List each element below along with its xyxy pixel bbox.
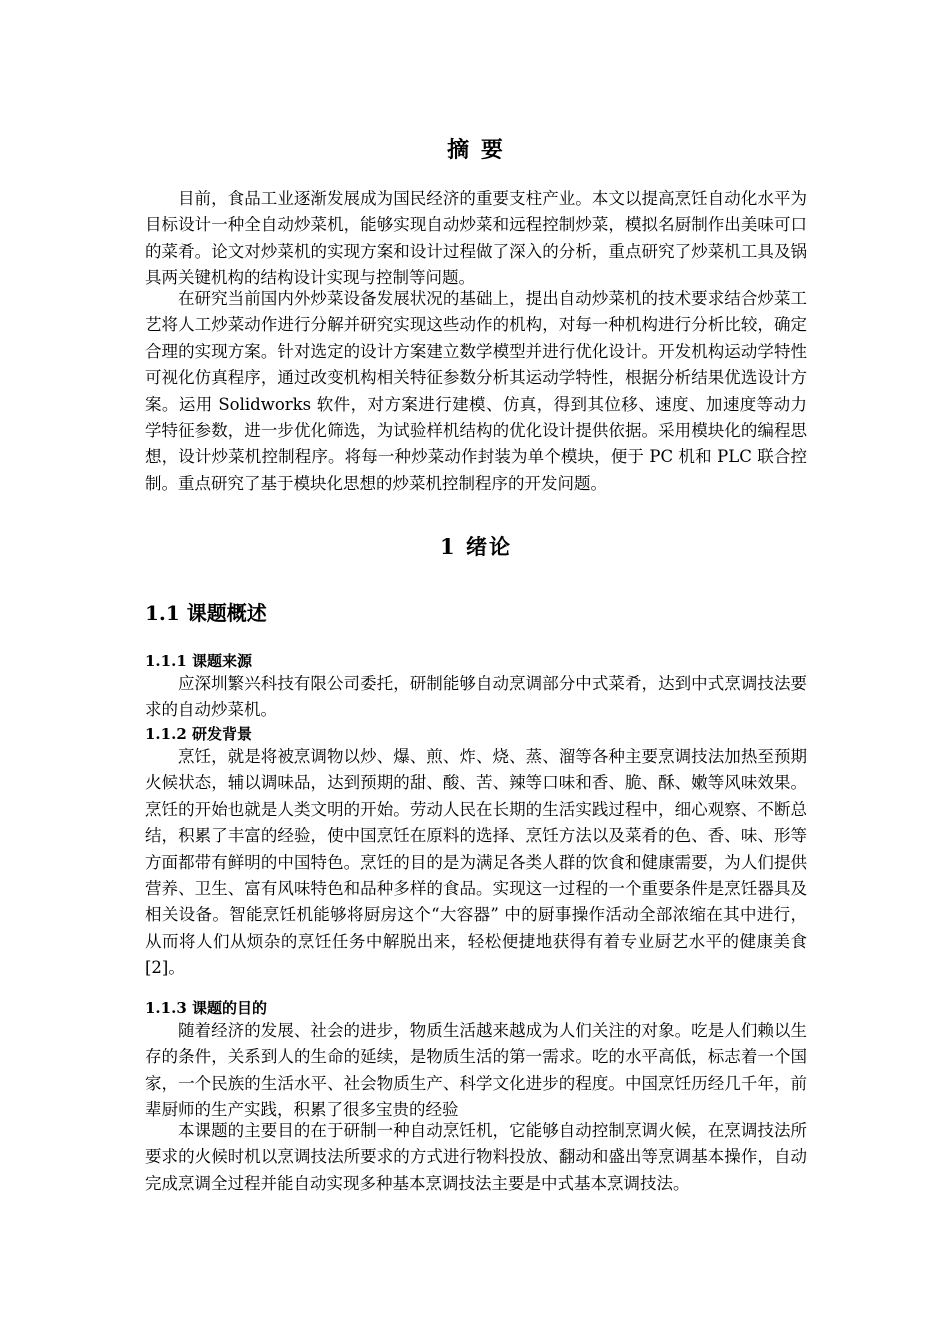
subsection-1-1-3-paragraph-2: 本课题的主要目的在于研制一种自动烹饪机，它能够自动控制烹调火候，在烹调技法所要求的火候时机以烹调技法所要求的方式进行物料投放、翻动和盛出等烹调基本操作，自动完成烹调全过程并能自动实现多种基本烹调技法主要是中式基本烹调技法。 <box>145 1121 807 1193</box>
subsection-title-1-1-1: 1.1.1 课题来源 <box>145 652 252 670</box>
subsection-title-1-1-3: 1.1.3 课题的目的 <box>145 999 267 1017</box>
abstract-paragraph-2: 在研究当前国内外炒菜设备发展状况的基础上，提出自动炒菜机的技术要求结合炒菜工艺将人工炒菜动作进行分解并研究实现这些动作的机构，对每一种机构进行分析比较，确定合理的实现方案。针对选定的设计方案建立数学模型并进行优化设计。开发机构运动学特性可视化仿真程序，通过改变机构相关特征参数分析其运动学特性，根据分析结果优选设计方案。运用 Solidworks 软件，对方案进行建模、仿真，得到其位移、速度、加速度等动力学特征参数，进一步优化筛选，为试验样机结构的优化设计提供依据。采用模块化的编程思想，设计炒菜机控制程序。将每一种炒菜动作封装为单个模块，便于 PC 机和 PLC 联合控制。重点研究了基于模块化思想的炒菜机控制程序的开发问题。 <box>145 289 807 493</box>
subsection-title-1-1-2: 1.1.2 研发背景 <box>145 725 252 743</box>
chapter-title: 1 绪论 <box>440 534 512 559</box>
section-title-1-1: 1.1 课题概述 <box>145 601 267 625</box>
subsection-1-1-2-paragraph: 烹饪，就是将被烹调物以炒、爆、煎、炸、烧、蒸、溜等各种主要烹调技法加热至预期火候状态，辅以调味品，达到预期的甜、酸、苦、辣等口味和香、脆、酥、嫩等风味效果。烹饪的开始也就是人类文明的开始。劳动人民在长期的生活实践过程中，细心观察、不断总结，积累了丰富的经验，使中国烹饪在原料的选择、烹饪方法以及菜肴的色、香、味、形等方面都带有鲜明的中国特色。烹饪的目的是为满足各类人群的饮食和健康需要，为人们提供营养、卫生、富有风味特色和品种多样的食品。实现这一过程的一个重要条件是烹饪器具及相关设备。智能烹饪机能够将厨房这个“大容器” 中的厨事操作活动全部浓缩在其中进行，从而将人们从烦杂的烹饪任务中解脱出来，轻松便捷地获得有着专业厨艺水平的健康美食[2]。 <box>145 747 807 978</box>
subsection-1-1-1-paragraph: 应深圳繁兴科技有限公司委托，研制能够自动烹调部分中式菜肴，达到中式烹调技法要求的自动炒菜机。 <box>145 674 807 720</box>
abstract-title: 摘 要 <box>447 137 505 163</box>
abstract-paragraph-1: 目前，食品工业逐渐发展成为国民经济的重要支柱产业。本文以提高烹饪自动化水平为目标设计一种全自动炒菜机，能够实现自动炒菜和远程控制炒菜，模拟名厨制作出美味可口的菜肴。论文对炒菜机的实现方案和设计过程做了深入的分析，重点研究了炒菜机工具及锅具两关键机构的结构设计实现与控制等问题。 <box>145 189 807 288</box>
subsection-1-1-3-paragraph-1: 随着经济的发展、社会的进步，物质生活越来越成为人们关注的对象。吃是人们赖以生存的条件，关系到人的生命的延续，是物质生活的第一需求。吃的水平高低，标志着一个国家，一个民族的生活水平、社会物质生产、科学文化进步的程度。中国烹饪历经几千年，前辈厨师的生产实践，积累了很多宝贵的经验 <box>145 1021 807 1120</box>
